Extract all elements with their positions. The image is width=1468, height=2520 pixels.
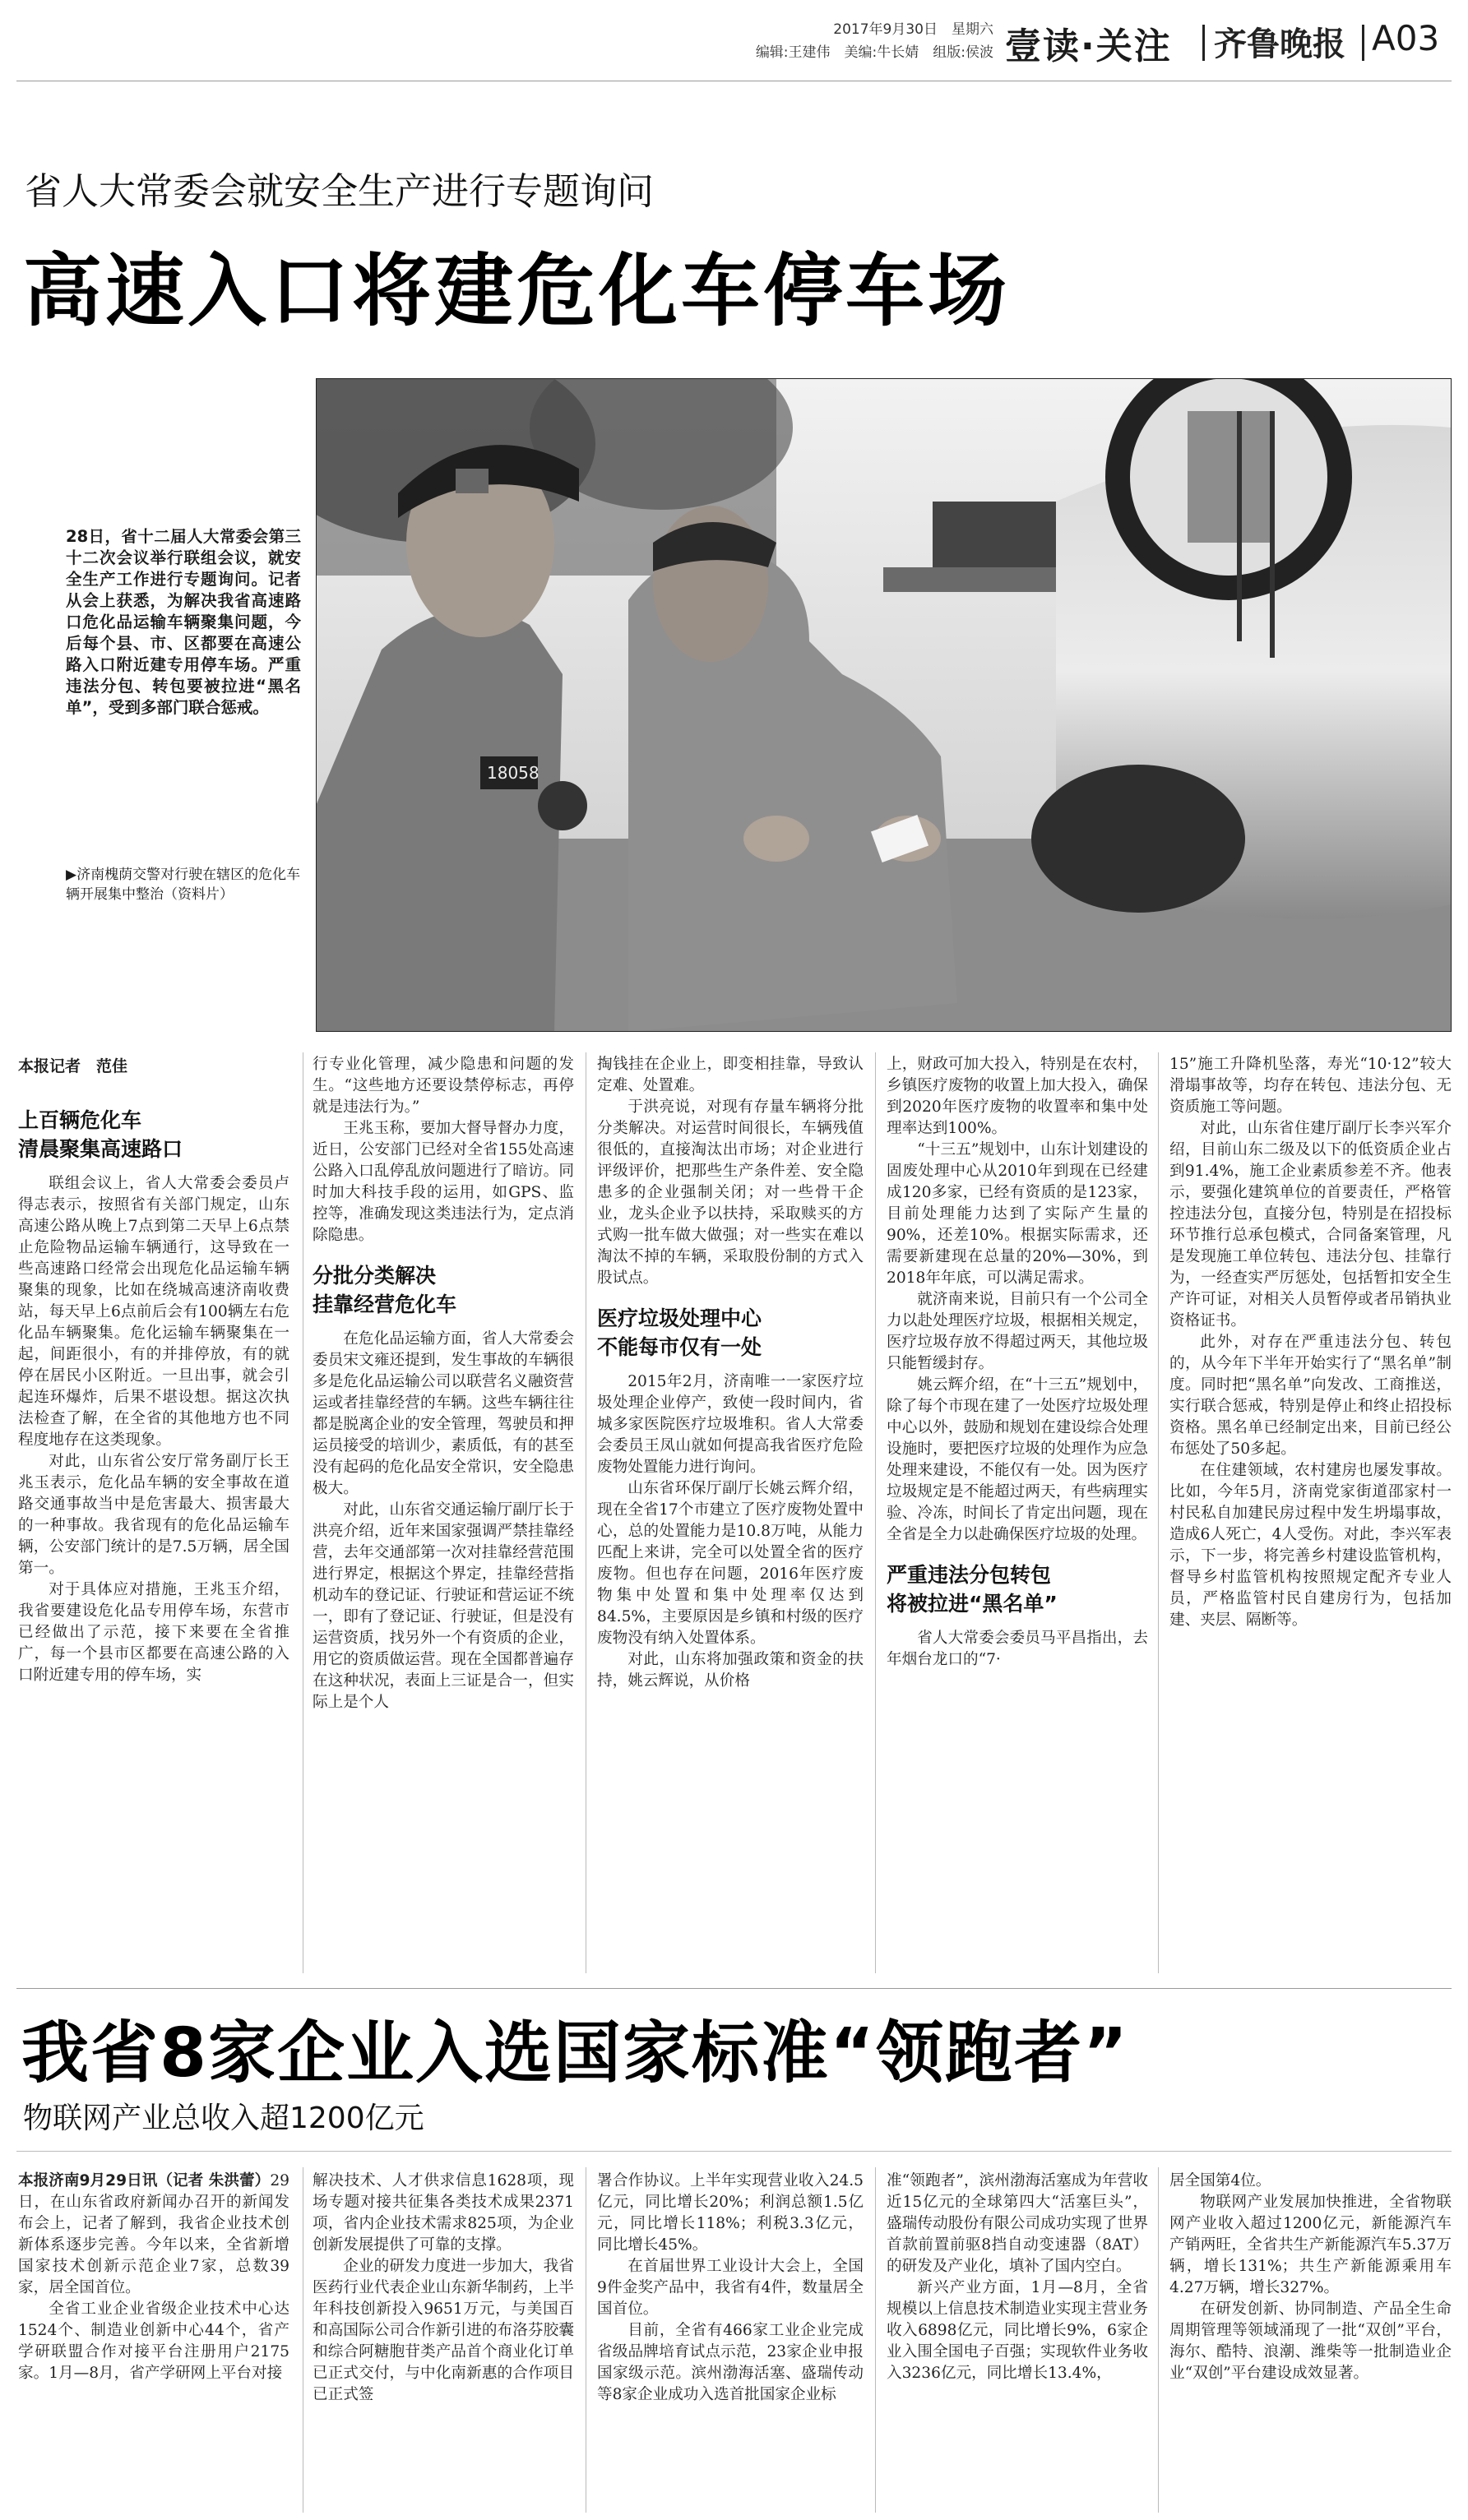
header-editors: 编辑:王建伟 美编:牛长婧 组版:侯波 bbox=[755, 44, 993, 61]
paragraph: 上，财政可加大投入，特别是在农村，乡镇医疗废物的收置上加大投入，确保到2020年医疗废物的收置率和集中处理率达到100%。 bbox=[887, 1056, 1148, 1137]
story1-column-1 bbox=[18, 1106, 289, 1973]
story2-headline: 我省8家企业入选国家标准“领跑者” bbox=[21, 2014, 1129, 2092]
subhead-blacklist: 严重违法分包转包 将被拉进“黑名单” bbox=[887, 1563, 1058, 1616]
story1-headline: 高速入口将建危化车停车场 bbox=[23, 245, 1010, 337]
police-badge-number: 18058 bbox=[487, 763, 540, 783]
paragraph: 物联网产业发展加快推进，全省物联网产业收入超过1200亿元，新能源汽车产销两旺，全省共生产新能源汽车5.37万辆，增长131%；共生产新能源乘用车4.27万辆，增长327%。 bbox=[1169, 2194, 1452, 2296]
subhead-affiliated-vehicles: 分批分类解决 挂靠经营危化车 bbox=[313, 1264, 457, 1316]
paragraph: 在研发创新、协同制造、产品全生命周期管理等领域涌现了一批“双创”平台，海尔、酷特、浪潮、潍柴等一批制造业企业“双创”平台建设成效显著。 bbox=[1169, 2300, 1452, 2382]
paragraph: 对于具体应对措施，王兆玉介绍，我省要建设危化品专用停车场，东营市已经做出了示范，接下来要在全省推广，每一个县市区都要在高速公路的入口附近建专用的停车场，实 bbox=[18, 1581, 289, 1684]
story2-column-4 bbox=[887, 2171, 1148, 2516]
paragraph: 联组会议上，省人大常委会委员卢得志表示，按照省有关部门规定，山东高速公路从晚上7点到第二天早上6点禁止危险物品运输车辆通行，这导致在一些高速路口经常会出现危化品运输车辆聚集的现象，比如在绕城高速济南收费站，每天早上6点前后会有100辆左右危化品车辆聚集。危化运输车辆聚集在一起，间距很小，有的并排停放，有的就停在居民小区附近。一旦出事，就会引起连环爆炸，后果不堪设想。据这次执法检查了解，在全省的其他地方也不同程度地存在这类现象。 bbox=[18, 1175, 289, 1449]
story1-column-4 bbox=[887, 1054, 1148, 1973]
story2-dateline: 本报济南9月29日讯（记者 朱洪蕾） bbox=[18, 2172, 271, 2189]
story1-lead: 28日，省十二届人大常委会第三十二次会议举行联组会议，就安全生产工作进行专题询问。记者从会上获悉，为解决我省高速路口危化品运输车辆聚集问题，今后每个县、市、区都要在高速公路入口附近建专用停车场。严重违法分包、转包要被拉进“黑名单”，受到多部门联合惩戒。 bbox=[66, 527, 301, 717]
story2-rule bbox=[16, 2151, 1452, 2152]
column-divider bbox=[1158, 1052, 1159, 1973]
story2-column-2 bbox=[313, 2171, 574, 2516]
news-photo bbox=[316, 378, 1452, 1032]
paragraph: 解决技术、人才供求信息1628项，现场专题对接共征集各类技术成果2371项，省内企业技术需求825项，为企业创新发展提供了可靠的支撑。 bbox=[313, 2172, 574, 2254]
paragraph: 15”施工升降机坠落，寿光“10·12”较大滑塌事故等，均存在转包、违法分包、无资质施工等问题。 bbox=[1169, 1056, 1452, 1116]
traffic-police-photo bbox=[316, 378, 1452, 1032]
story1-column-2 bbox=[313, 1054, 574, 1973]
paragraph: 行专业化管理，减少隐患和问题的发生。“这些地方还要设禁停标志，再停就是违法行为。” bbox=[313, 1056, 574, 1116]
story1-column-5 bbox=[1169, 1054, 1452, 1973]
story1-kicker: 省人大常委会就安全生产进行专题询问 bbox=[25, 169, 655, 213]
paragraph: 在危化品运输方面，省人大常委会委员宋文雍还提到，发生事故的车辆很多是危化品运输公司以联营名义融资营运或者挂靠经营的车辆。这些车辆往往都是脱离企业的安全管理，驾驶员和押运员接受的培训少，素质低，有的甚至没有起码的危化品安全常识，安全隐患极大。 bbox=[313, 1330, 574, 1497]
column-divider bbox=[875, 1052, 876, 1973]
paragraph: 王兆玉称，要加大督导督办力度，近日，公安部门已经对全省155处高速公路入口乱停乱放问题进行了暗访。同时加大科技手段的运用，如GPS、监控等，准确发现这类违法行为，定点消除隐患。 bbox=[313, 1120, 574, 1244]
paragraph: 于洪亮说，对现有存量车辆将分批分类解决。对运营时间很长，车辆残值很低的，直接淘汰出市场；对企业进行评级评价，把那些生产条件差、安全隐患多的企业强制关闭；对一些骨干企业，龙头企业予以扶持，采取赎买的方式购一批车做大做强；对一些实在难以淘汰不掉的车辆，采取股份制的方式入股试点。 bbox=[597, 1098, 864, 1287]
paragraph: 对此，山东省公安厅常务副厅长王兆玉表示，危化品车辆的安全事故在道路交通事故当中是危害最大、损害最大的一种事故。我省现有的危化品运输车辆，公安部门统计的是7.5万辆，居全国第一。 bbox=[18, 1453, 289, 1577]
paragraph: 此外，对存在严重违法分包、转包的，从今年下半年开始实行了“黑名单”制度。同时把“黑名单”向发改、工商推送，实行联合惩戒，特别是停止和终止招投标资格。黑名单已经制定出来，目前已经公布惩处了50多起。 bbox=[1169, 1334, 1452, 1458]
story1-column-3 bbox=[597, 1054, 864, 1973]
paragraph: 在首届世界工业设计大会上，全国9件金奖产品中，我省有4件，数量居全国首位。 bbox=[597, 2258, 864, 2318]
paragraph: 新兴产业方面，1月—8月，全省规模以上信息技术制造业实现主营业务收入6898亿元，同比增长9%，6家企业入围全国电子百强；实现软件业务收入3236亿元，同比增长13.4%， bbox=[887, 2279, 1148, 2382]
header-divider bbox=[1202, 25, 1205, 61]
paragraph: 署合作协议。上半年实现营业收入24.5亿元，同比增长20%；利润总额1.5亿元，同比增长118%；利税3.3亿元，同比增长45%。 bbox=[597, 2172, 864, 2254]
subhead-medical-waste: 医疗垃圾处理中心 不能每市仅有一处 bbox=[597, 1306, 762, 1359]
paragraph: 掏钱挂在企业上，即变相挂靠，导致认定难、处置难。 bbox=[597, 1056, 864, 1094]
paragraph: 就济南来说，目前只有一个公司全力以赴处理医疗垃圾，根据相关规定，医疗垃圾存放不得超过两天，其他垃圾只能暂缓封存。 bbox=[887, 1291, 1148, 1372]
story2-subtitle: 物联网产业总收入超1200亿元 bbox=[23, 2102, 424, 2135]
story1-byline: 本报记者 范佳 bbox=[18, 1057, 128, 1075]
column-divider bbox=[1158, 2167, 1159, 2513]
newspaper-logo: 齐鲁晚报 bbox=[1214, 25, 1345, 63]
paragraph-text: 29日，在山东省政府新闻办召开的新闻发布会上，记者了解到，我省企业技术创新体系逐步完善。今年以来，全省新增国家技术创新示范企业7家，总数39家，居全国首位。 bbox=[18, 2172, 289, 2296]
paragraph: “十三五”规划中，山东计划建设的固废处理中心从2010年到现在已经建成120多家，已经有资质的是123家，目前处理能力达到了实际产生量的90%，还差10%。根据实际需求，还需要新建现在总量的20%—30%，到2018年年底，可以满足需求。 bbox=[887, 1141, 1148, 1287]
paragraph: 对此，山东省住建厅副厅长李兴军介绍，目前山东二级及以下的低资质企业占到91.4%，施工企业素质参差不齐。他表示，要强化建筑单位的首要责任，严格管控违法分包，直接分包，特别是在招投标环节推行总承包模式，合同备案管理，凡是发现施工单位转包、违法分包、挂靠行为，一经查实严厉惩处，包括暂扣安全生产许可证，对相关人员暂停或者吊销执业资格证书。 bbox=[1169, 1120, 1452, 1329]
paragraph bbox=[18, 2171, 289, 2299]
page-number: A03 bbox=[1372, 18, 1440, 58]
paragraph: 目前，全省有466家工业企业完成省级品牌培育试点示范，23家企业申报国家级示范。滨州渤海活塞、盛瑞传动等8家企业成功入选首批国家企业标 bbox=[597, 2322, 864, 2403]
paragraph: 全省工业企业省级企业技术中心达1524个、制造业创新中心44个，省产学研联盟合作对接平台注册用户2175家。1月—8月，省产学研网上平台对接 bbox=[18, 2300, 289, 2382]
header-date: 2017年9月30日 星期六 bbox=[833, 21, 993, 38]
paragraph: 准“领跑者”，滨州渤海活塞成为年营收近15亿元的全球第四大“活塞巨头”，盛瑞传动股份有限公司成功实现了世界首款前置前驱8挡自动变速器（8AT）的研发及产业化，填补了国内空白。 bbox=[887, 2172, 1148, 2275]
subhead-hazmat-gathering: 上百辆危化车 清晨聚集高速路口 bbox=[18, 1108, 183, 1161]
section-title: 壹读·关注 bbox=[1005, 25, 1172, 67]
story2-column-1 bbox=[18, 2171, 289, 2516]
paragraph: 对此，山东省交通运输厅副厅长于洪亮介绍，近年来国家强调严禁挂靠经营，去年交通部第一次对挂靠经营范围进行界定，根据这个界定，挂靠经营指机动车的登记证、行驶证和营运证不统一，即有了登记证、行驶证，但是没有运营资质，找另外一个有资质的企业，用它的资质做运营。现在全国都普遍存在这种状况，表面上三证是合一，但实际上是个人 bbox=[313, 1501, 574, 1711]
paragraph: 居全国第4位。 bbox=[1169, 2172, 1271, 2189]
story-separator bbox=[16, 1988, 1452, 1989]
paragraph: 山东省环保厅副厅长姚云辉介绍，现在全省17个市建立了医疗废物处置中心，总的处置能力是10.8万吨，从能力匹配上来讲，完全可以处置全省的医疗废物。但也存在问题，2016年医疗废物集中处置和集中处理率仅达到84.5%，主要原因是乡镇和村级的医疗废物没有纳入处置体系。 bbox=[597, 1480, 864, 1647]
paragraph: 企业的研发力度进一步加大，我省医药行业代表企业山东新华制药，上半年科技创新投入9651万元，与美国百和高国际公司合作新引进的布洛芬胶囊和综合阿糖胞苷类产品首个商业化订单已正式交付，与中化南新惠的合作项目已正式签 bbox=[313, 2258, 574, 2403]
story2-column-5 bbox=[1169, 2171, 1452, 2516]
paragraph: 2015年2月，济南唯一一家医疗垃圾处理企业停产，致使一段时间内，省城多家医院医疗垃圾堆积。省人大常委会委员王凤山就如何提高我省医疗危险废物处置能力进行询问。 bbox=[597, 1373, 864, 1476]
header-divider bbox=[1362, 25, 1364, 61]
paragraph: 在住建领域，农村建房也屡发事故。比如，今年5月，济南党家街道邵家村一村民私自加建民房过程中发生坍塌事故，造成6人死亡，4人受伤。对此，李兴军表示，下一步，将完善乡村建设监管机构，督导乡村监管机构按照规定配齐专业人员，严格监管村民自建房行为，包括加建、夹层、隔断等。 bbox=[1169, 1462, 1452, 1629]
story2-column-3 bbox=[597, 2171, 864, 2516]
paragraph: 姚云辉介绍，在“十三五”规划中，除了每个市现在建了一处医疗垃圾处理中心以外，鼓励和规划在建设综合处理设施时，要把医疗垃圾的处理作为应急处理来建设，不能仅有一处。因为医疗垃圾规定是不能超过两天，有些病理实验、冷冻，时间长了肯定出问题，现在全省是全力以赴确保医疗垃圾的处理。 bbox=[887, 1376, 1148, 1543]
column-divider bbox=[875, 2167, 876, 2513]
paragraph: 省人大常委会委员马平昌指出，去年烟台龙口的“7· bbox=[887, 1630, 1148, 1668]
photo-caption: ▶济南槐荫交警对行驶在辖区的危化车辆开展集中整治（资料片） bbox=[66, 867, 301, 903]
paragraph: 对此，山东将加强政策和资金的扶持，姚云辉说，从价格 bbox=[597, 1651, 864, 1690]
